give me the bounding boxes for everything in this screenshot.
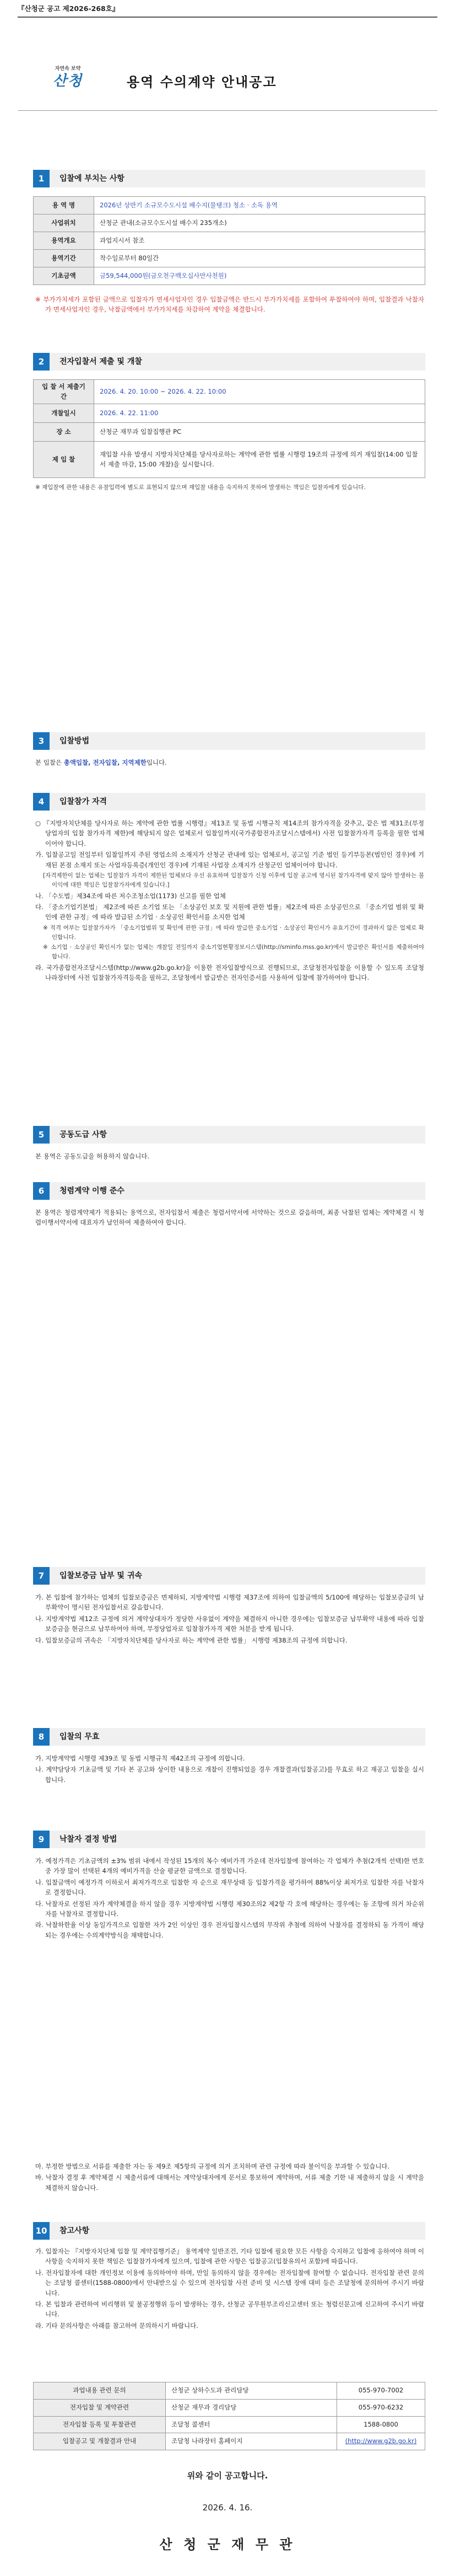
section-title: 입찰의 무효 bbox=[59, 1732, 100, 1741]
section-title: 낙찰자 결정 방법 bbox=[59, 1834, 117, 1844]
contact-table bbox=[33, 2382, 425, 2450]
section-9-body bbox=[35, 1856, 424, 1941]
closing-line: 위와 같이 공고합니다. bbox=[187, 2471, 268, 2481]
award-item: 마. 부정한 방법으로 서류를 제출한 자는 동 제9조 제5항의 규정에 의거 조치하며 관련 규정에 따라 불이익을 부과할 수 있습니다. bbox=[35, 2162, 390, 2170]
section-9-continued bbox=[35, 2161, 424, 2194]
table-row bbox=[34, 380, 425, 404]
document-title: 용역 수의계약 안내공고 bbox=[127, 74, 277, 90]
section-10-body bbox=[35, 2246, 424, 2332]
issuer-signature: 산 청 군 재 무 관 bbox=[159, 2537, 296, 2552]
contact-dept: 조달청 나라장터 홈페이지 bbox=[166, 2433, 337, 2450]
row-label: 용 역 명 bbox=[34, 197, 94, 214]
g2b-link[interactable]: (http://www.g2b.go.kr) bbox=[337, 2433, 425, 2450]
award-item: 라. 낙찰하한율 이상 동일가격으로 입찰한 자가 2인 이상인 경우 전자입찰시스템의 무작위 추첨에 의하여 낙찰자를 결정하되 동 가격이 해당되는 경우에는 수의계약방식을 채택합니다. bbox=[35, 1921, 424, 1939]
section-title: 전자입찰서 제출 및 개찰 bbox=[59, 357, 142, 366]
section-title: 입찰에 부치는 사항 bbox=[59, 174, 124, 183]
contact-label: 입찰공고 및 개찰결과 안내 bbox=[34, 2433, 166, 2450]
invalid-item: 가. 지방계약법 시행령 제39조 및 동법 시행규칙 제42조의 규정에 의합니다. bbox=[35, 1754, 245, 1762]
table-row bbox=[34, 2382, 425, 2400]
reference-item: 가. 입찰자는 『지방자치단체 입찰 및 계약집행기준』 용역계약 일반조건, 기타 입찰에 필요한 모든 사항을 숙지하고 입찰에 응하여야 하며 이 사항을 숙지하지 못한 책임은 입찰참가자에게 있으며, 입찰에 관한 사항은 입찰공고(입찰유의서 포함)에 따릅니다. bbox=[35, 2247, 424, 2266]
rebid-note: ※ 재입찰에 관한 내용은 유찰입력에 별도로 표현되지 않으며 재입찰 내용을 숙지하지 못하여 발생하는 책임은 입찰자에게 있습니다. bbox=[35, 484, 366, 491]
contact-phone: 055-970-6232 bbox=[337, 2399, 425, 2416]
section-number: 9 bbox=[33, 1831, 50, 1848]
section-title: 입찰보증금 납부 및 귀속 bbox=[59, 1571, 142, 1580]
section-number: 2 bbox=[33, 353, 50, 371]
table-row bbox=[34, 232, 425, 250]
contact-label: 전자입찰 및 계약관련 bbox=[34, 2399, 166, 2416]
contact-dept: 산청군 상하수도과 관리담당 bbox=[166, 2382, 337, 2400]
section-number: 3 bbox=[33, 732, 50, 750]
section-number: 5 bbox=[33, 1126, 50, 1144]
section-title: 공동도급 사항 bbox=[59, 1130, 107, 1139]
table-row bbox=[34, 2433, 425, 2450]
opening-datetime: 2026. 4. 22. 11:00 bbox=[94, 404, 425, 423]
section-7-header bbox=[33, 1567, 425, 1585]
section-8-header bbox=[33, 1728, 425, 1746]
deposit-item: 다. 입찰보증금의 귀속은 「지방자치단체를 당사자로 하는 계약에 관한 법률」 시행령 제38조의 규정에 의합니다. bbox=[35, 1636, 348, 1644]
section-2-notes bbox=[35, 483, 424, 493]
section-number: 4 bbox=[33, 793, 50, 811]
table-row bbox=[34, 2416, 425, 2433]
deposit-item: 나. 지방계약법 제12조 규정에 의거 계약상대자가 정당한 사유없이 계약을 체결하지 아니한 경우에는 입찰보증금 납부확약 내용에 따라 입찰보증금을 현금으로 납부하여야 하며, 부정당업자로 입찰참가자격 제한 처분을 받게 됩니다. bbox=[35, 1614, 424, 1633]
table-row bbox=[34, 267, 425, 285]
row-label: 사업위치 bbox=[34, 214, 94, 232]
section-5-body bbox=[35, 1151, 424, 1162]
section-7-body bbox=[35, 1592, 424, 1646]
contact-dept: 조달청 콜센터 bbox=[166, 2416, 337, 2433]
qualification-item: 다. 「중소기업기본법」 제2조에 따른 소기업 또는 「소상공인 보호 및 지원에 관한 법률」제2조에 따른 소상공인으로 「중소기업 범위 및 확인에 관한 규정」에 따라 발급된 소기업 · 소상공인 확인서를 소지한 업체 bbox=[35, 903, 424, 921]
text: 입니다. bbox=[146, 759, 167, 766]
row-value: 산청군 관내(소규모수도시설 배수지 235개소) bbox=[94, 214, 425, 232]
section-2-header bbox=[33, 353, 425, 371]
text: 본 입찰은 bbox=[35, 759, 64, 766]
contact-phone: 055-970-7002 bbox=[337, 2382, 425, 2400]
bid-info-table bbox=[33, 196, 425, 285]
contact-label: 전자입찰 등록 및 투찰관련 bbox=[34, 2416, 166, 2433]
section-8-body bbox=[35, 1753, 424, 1786]
section-5-header bbox=[33, 1126, 425, 1144]
row-value: 과업지시서 참조 bbox=[94, 232, 425, 250]
contact-label: 과업내용 관련 문의 bbox=[34, 2382, 166, 2400]
table-row bbox=[34, 214, 425, 232]
table-row bbox=[34, 404, 425, 423]
section-number: 8 bbox=[33, 1728, 50, 1746]
contact-dept: 산청군 재무과 경리담당 bbox=[166, 2399, 337, 2416]
section-number: 7 bbox=[33, 1567, 50, 1585]
section-3-body bbox=[35, 758, 424, 769]
notice-date: 2026. 4. 16. bbox=[202, 2503, 253, 2513]
table-row bbox=[34, 250, 425, 267]
service-name: 2026년 상반기 소규모수도시설 배수지(물탱크) 청소 · 소독 용역 bbox=[94, 197, 425, 214]
base-amount: 금59,544,000원(금오천구백오십사만사천원) bbox=[94, 267, 425, 285]
table-row bbox=[34, 423, 425, 442]
contact-phone: 1588-0800 bbox=[337, 2416, 425, 2433]
row-label: 용역기간 bbox=[34, 250, 94, 267]
reference-item: 나. 전자입찰자에 대한 개인정보 이용에 동의하여야 하며, 만일 동의하지 않을 경우에는 전자입찰에 참여할 수 없습니다. 전자입찰 관련 문의는 조달청 콜센터(1588-0800)에서 안내받으실 수 있으며 전자입찰 사전 준비 및 시스템 장애 대비 등은 조달청에 문의하여 주시기 바랍니다. bbox=[35, 2268, 424, 2297]
award-item: 바. 낙찰자 결정 후 계약체결 시 제출서류에 대해서는 계약상대자에게 문서로 통보하여 계약하며, 서류 제출 기한 내 제출하지 않을 시 계약을 체결하지 않습니다. bbox=[35, 2174, 424, 2192]
reference-item: 다. 본 입찰과 관련하여 비리행위 및 불공정행위 등이 발생하는 경우, 산청군 공무원부조리신고센터 또는 청렴신문고에 신고하여 주시기 바랍니다. bbox=[35, 2300, 424, 2319]
section-6-body bbox=[35, 1208, 424, 1229]
section-6-header bbox=[33, 1182, 425, 1200]
section-9-header bbox=[33, 1831, 425, 1848]
sancheong-logo bbox=[32, 65, 104, 90]
joint-contract-text: 본 용역은 공동도급을 허용하지 않습니다. bbox=[35, 1152, 150, 1160]
section-10-header bbox=[33, 2222, 425, 2240]
section-title: 참고사항 bbox=[59, 2226, 90, 2235]
bid-method: 총액입찰, 전자입찰, 지역제한 bbox=[63, 759, 147, 766]
section-1-header bbox=[33, 170, 425, 187]
section-title: 입찰참가 자격 bbox=[59, 797, 107, 806]
submission-period: 2026. 4. 20. 10:00 ~ 2026. 4. 22. 10:00 bbox=[94, 380, 425, 404]
row-value: 착수일로부터 80일간 bbox=[94, 250, 425, 267]
row-label: 장 소 bbox=[34, 423, 94, 442]
section-number: 1 bbox=[33, 170, 50, 187]
reference-item: 라. 기타 문의사항은 아래를 참고하여 문의하시기 바랍니다. bbox=[35, 2321, 198, 2330]
table-row bbox=[34, 197, 425, 214]
bid-schedule-table bbox=[33, 379, 425, 478]
qualification-note: ※ 소기업 · 소상공인 확인서가 없는 업체는 개찰일 전일까지 중소기업현황정보시스템(http://sminfo.mss.go.kr)에서 발급받은 확인서를 제출하여야 합니다. bbox=[43, 944, 424, 960]
row-label: 기초금액 bbox=[34, 267, 94, 285]
integrity-text: 본 용역은 청렴계약제가 적용되는 용역으로, 전자입찰서 제출은 청렴서약서에 서약하는 것으로 갈음하며, 최종 낙찰된 업체는 계약체결 시 청렴이행서약서에 대표자가 날인하여 제출하여야 합니다. bbox=[35, 1209, 424, 1227]
section-title: 입찰방법 bbox=[59, 736, 90, 745]
section-4-header bbox=[33, 793, 425, 811]
row-label: 제 입 찰 bbox=[34, 442, 94, 478]
section-number: 10 bbox=[33, 2222, 50, 2240]
table-row bbox=[34, 2399, 425, 2416]
vat-note: ※ 부가가치세가 포함된 금액으로 입찰자가 면세사업자인 경우 입찰금액은 반드시 부가가치세를 포함하여 투찰하여야 하며, 입찰결과 낙찰자가 면세사업자인 경우, 낙찰금액에서 부가가치세를 차감하여 계약을 체결합니다. bbox=[35, 296, 424, 314]
row-label: 입 찰 서 제출기간 bbox=[34, 380, 94, 404]
qualification-note: ※ 적격 여부는 입찰참가자가 「중소기업범위 및 확인에 관한 규정」에 따라 발급한 중소기업 · 소상공인 확인서가 유효기간이 경과하지 않은 업체로 확인합니다. bbox=[43, 924, 424, 941]
section-3-header bbox=[33, 732, 425, 750]
invalid-item: 나. 계약담당자 기초금액 및 기타 본 공고와 상이한 내용으로 개찰이 진행되었을 경우 개찰결과(입찰공고)를 무효로 하고 재공고 입찰을 실시합니다. bbox=[35, 1765, 424, 1784]
row-value: 산청군 재무과 입찰집행관 PC bbox=[94, 423, 425, 442]
award-item: 다. 낙찰자로 선정된 자가 계약체결을 하지 않을 경우 지방계약법 시행령 제30조의2 제2항 각 호에 해당하는 경우에는 동 조항에 의거 차순위 자를 낙찰자로 결정합니다. bbox=[35, 1899, 424, 1918]
award-item: 나. 입찰금액이 예정가격 이하로서 최저가격으로 입찰한 자 순으로 재무상태 등 입찰가격을 평가하여 88%이상 최저가로 입찰한 자를 낙찰자로 결정합니다. bbox=[35, 1878, 424, 1897]
section-1-notes bbox=[35, 294, 424, 316]
title-rule bbox=[18, 110, 437, 111]
qualification-item: ○ 『지방자치단체를 당사자로 하는 계약에 관한 법률 시행령』제13조 및 동법 시행규칙 제14조의 참가자격을 갖추고, 같은 법 제31조(부정당업자의 입찰 참가자격 제한)에 해당되지 않은 업체로서 입찰일까지(국가종합전자조달시스템에서) 사전 입찰참가자격 등록을 필한 업체이어야 합니다. bbox=[35, 819, 424, 847]
qualification-item: 나. 「수도법」제34조에 따른 저수조청소업(1173) 신고를 필한 업체 bbox=[35, 892, 226, 900]
section-number: 6 bbox=[33, 1182, 50, 1200]
rebid-text: 재입찰 사유 발생시 지방자치단체를 당사자로하는 계약에 관한 법률 시행령 19조의 규정에 의거 재입찰(14:00 입찰서 제출 마감, 15:00 개찰)을 실시합니다. bbox=[94, 442, 425, 478]
logo-wordmark: 산청 bbox=[52, 73, 83, 90]
logo-tagline: 자연속 보약 bbox=[55, 66, 81, 72]
qualification-item: 라. 국가종합전자조달시스템(http://www.g2b.go.kr)을 이용한 전자입찰방식으로 진행되므로, 조달청전자입찰을 이용할 수 있도록 조달청 나라장터에 사전 입찰참가자격등록을 필하고, 조달청에서 발급받은 전자인증서를 사용하여 입찰에 참가하여야 합니다. bbox=[35, 963, 424, 982]
header-rule bbox=[18, 17, 437, 18]
award-item: 가. 예정가격은 기초금액의 ±3% 범위 내에서 작성된 15개의 복수 예비가격 가운데 전자입찰에 참여하는 각 업체가 추첨(2개씩 선택)한 번호 중 가장 많이 선택된 4개의 예비가격을 산술 평균한 금액으로 결정합니다. bbox=[35, 1857, 424, 1875]
qualification-item: 가. 입찰공고일 전일부터 입찰일까지 주된 영업소의 소재지가 산청군 관내에 있는 업체로서, 공고일 기준 법인 등기부등본(법인인 경우)에 기재된 본점 소재지 또는 사업자등록증(개인인 경우)에 기재된 사업장 소재지가 산청군인 업체이어야 합니다. bbox=[35, 851, 424, 869]
qualification-note: [자격제한이 없는 업체는 입찰참가 자격이 제한된 업체보다 우선 유효하며 입찰참가 신청 이후에 입찰 공고에 명시된 참가자격에 맞지 않아 발생하는 불이익에 대한 책임은 입찰참가자에게 있습니다.] bbox=[43, 872, 424, 888]
section-title: 청렴계약 이행 준수 bbox=[59, 1186, 124, 1195]
section-4-body bbox=[35, 818, 424, 984]
table-row bbox=[34, 442, 425, 478]
row-label: 용역개요 bbox=[34, 232, 94, 250]
deposit-item: 가. 본 입찰에 참가하는 업체의 입찰보증금은 면제하되, 지방계약법 시행령 제37조에 의하여 입찰금액의 5/100에 해당하는 입찰보증금의 납부확약이 명시된 전자입찰서로 갈음합니다. bbox=[35, 1593, 424, 1612]
row-label: 개찰일시 bbox=[34, 404, 94, 423]
notice-number: 『산청군 공고 제2026-268호』 bbox=[18, 4, 120, 13]
